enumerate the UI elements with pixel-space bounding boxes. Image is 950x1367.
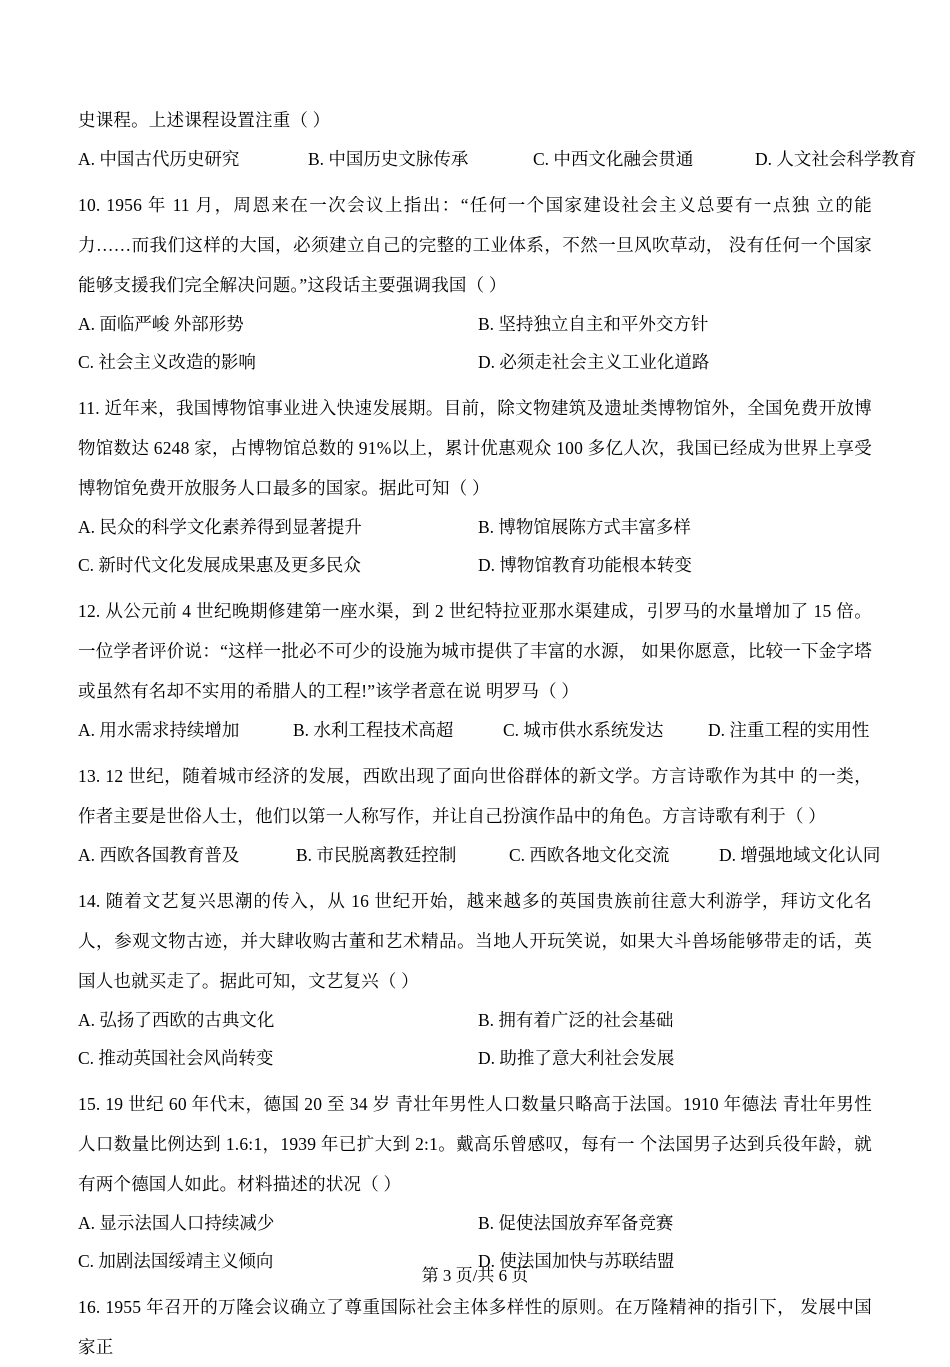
page-footer: 第 3 页/共 6 页 — [421, 1266, 529, 1285]
option-a[interactable]: A. 弘扬了西欧的古典文化 — [78, 1010, 275, 1030]
question-options — [78, 836, 881, 874]
option-a[interactable]: A. 面临严峻 外部形势 — [78, 314, 244, 334]
question-block — [78, 185, 872, 381]
question-block — [78, 1084, 872, 1280]
option-a[interactable]: A. 民众的科学文化素养得到显著提升 — [78, 517, 362, 537]
question-options — [78, 1001, 872, 1039]
option-c[interactable]: C. 社会主义改造的影响 — [78, 352, 256, 372]
option-c[interactable]: C. 加剧法国绥靖主义倾向 — [78, 1251, 274, 1271]
question-stem: 13. 12 世纪，随着城市经济的发展，西欧出现了面向世俗群体的新文学。方言诗歌作为其中 的一类，作者主要是世俗人士，他们以第一人称写作，并让自己扮演作品中的角色。方言诗歌有利于（ ） — [78, 766, 872, 826]
question-block — [78, 388, 872, 584]
option-a[interactable]: A. 西欧各国教育普及 — [78, 845, 240, 865]
option-b[interactable]: B. 拥有着广泛的社会基础 — [478, 1010, 674, 1030]
question-options — [78, 1204, 872, 1242]
option-d[interactable]: D. 注重工程的实用性 — [708, 720, 870, 740]
option-c[interactable]: C. 新时代文化发展成果惠及更多民众 — [78, 555, 361, 575]
question-options — [78, 546, 872, 584]
option-c[interactable]: C. 推动英国社会风尚转变 — [78, 1048, 274, 1068]
option-d[interactable]: D. 博物馆教育功能根本转变 — [478, 555, 692, 575]
option-b[interactable]: B. 博物馆展陈方式丰富多样 — [478, 517, 691, 537]
question-stem: 14. 随着文艺复兴思潮的传入，从 16 世纪开始，越来越多的英国贵族前往意大利游学，拜访文化名人，参观文物古迹，并大肆收购古董和艺术精品。当地人开玩笑说，如果大斗兽场能够带走的话，英国人也就买走了。据此可知，文艺复兴（ ） — [78, 891, 872, 991]
option-d[interactable]: D. 增强地域文化认同 — [719, 845, 881, 865]
option-d[interactable]: D. 助推了意大利社会发展 — [478, 1048, 675, 1068]
option-c[interactable]: C. 中西文化融会贯通 — [533, 149, 694, 169]
question-options — [78, 508, 872, 546]
question-options — [78, 343, 872, 381]
option-d[interactable]: D. 使法国加快与苏联结盟 — [478, 1251, 675, 1271]
question-options — [78, 140, 917, 178]
option-a[interactable]: A. 显示法国人口持续减少 — [78, 1213, 275, 1233]
question-block — [78, 100, 917, 178]
option-a[interactable]: A. 中国古代历史研究 — [78, 149, 240, 169]
question-options — [78, 1039, 872, 1077]
question-stem: 15. 19 世纪 60 年代末，德国 20 至 34 岁 青壮年男性人口数量只略高于法国。1910 年德法 青壮年男性人口数量比例达到 1.6:1，1939 年已扩大到 2:1。戴高乐曾感叹，每有一 个法国男子达到兵役年龄，就有两个德国人如此。材料描述的状况（ ） — [78, 1094, 872, 1194]
option-c[interactable]: C. 城市供水系统发达 — [503, 720, 664, 740]
question-block — [78, 881, 872, 1077]
option-c[interactable]: C. 西欧各地文化交流 — [509, 845, 670, 865]
question-stem: 12. 从公元前 4 世纪晚期修建第一座水渠，到 2 世纪特拉亚那水渠建成，引罗马的水量增加了 15 倍。一位学者评价说：“这样一批必不可少的设施为城市提供了丰富的水源， 如果你愿意，比较一下金字塔或虽然有名却不实用的希腊人的工程!”该学者意在说 明罗马（ ） — [78, 601, 872, 701]
option-b[interactable]: B. 坚持独立自主和平外交方针 — [478, 314, 709, 334]
question-options — [78, 305, 872, 343]
option-a[interactable]: A. 用水需求持续增加 — [78, 720, 240, 740]
option-b[interactable]: B. 促使法国放弃军备竞赛 — [478, 1213, 674, 1233]
question-block — [78, 756, 881, 874]
option-b[interactable]: B. 中国历史文脉传承 — [308, 149, 469, 169]
question-stem: 11. 近年来，我国博物馆事业进入快速发展期。目前，除文物建筑及遗址类博物馆外，全国免费开放博物馆数达 6248 家，占博物馆总数的 91%以上，累计优惠观众 100 多亿人次，我国已经成为世界上享受博物馆免费开放服务人口最多的国家。据此可知（ ） — [78, 398, 872, 498]
option-d[interactable]: D. 必须走社会主义工业化道路 — [478, 352, 710, 372]
question-stem: 史课程。上述课程设置注重（ ） — [78, 110, 331, 130]
question-stem: 16. 1955 年召开的万隆会议确立了尊重国际社会主体多样性的原则。在万隆精神的指引下， 发展中国家正 — [78, 1297, 872, 1357]
option-b[interactable]: B. 市民脱离教廷控制 — [296, 845, 457, 865]
question-block — [78, 591, 872, 749]
question-block — [78, 1287, 872, 1367]
option-b[interactable]: B. 水利工程技术高超 — [293, 720, 454, 740]
question-options — [78, 711, 872, 749]
question-stem: 10. 1956 年 11 月，周恩来在一次会议上指出：“任何一个国家建设社会主义总要有一点独 立的能力……而我们这样的大国，必须建立自己的完整的工业体系，不然一旦风吹草动， 没有任何一个国家能够支援我们完全解决问题。”这段话主要强调我国（ ） — [78, 195, 872, 295]
option-d[interactable]: D. 人文社会科学教育 — [755, 149, 917, 169]
